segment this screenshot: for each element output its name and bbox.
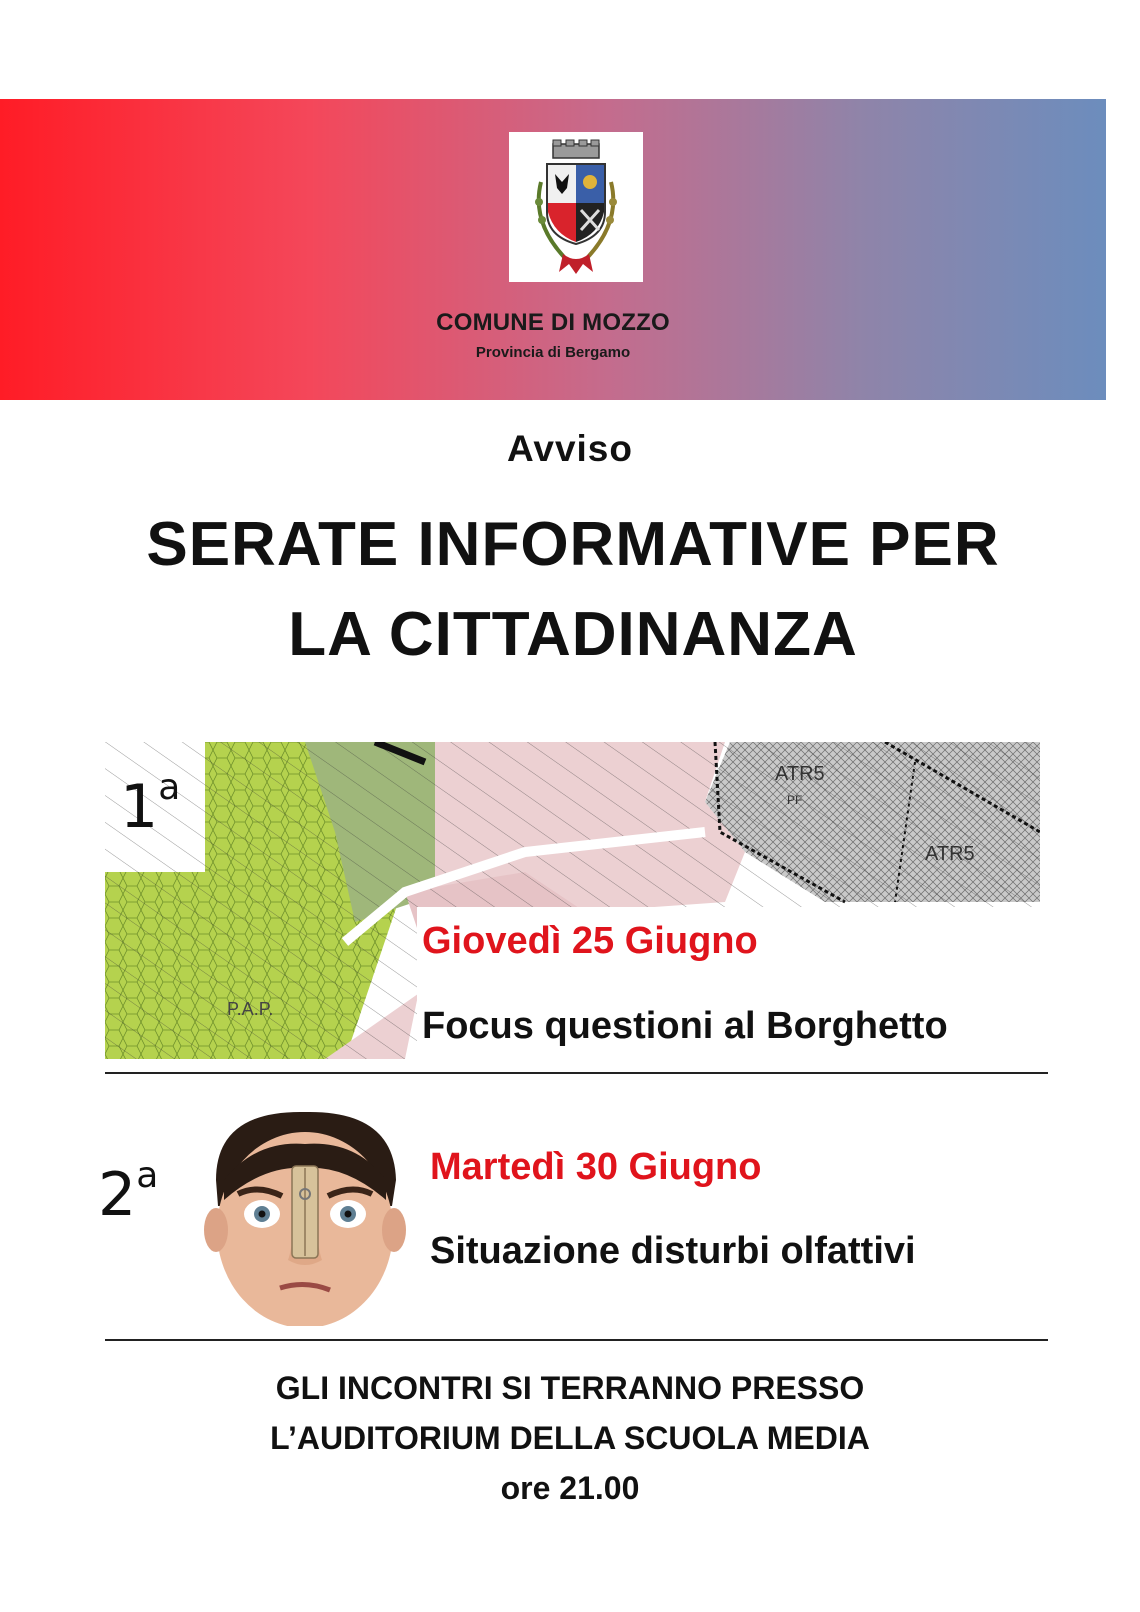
notice-label: Avviso — [507, 428, 633, 469]
event-1-topic: Focus questioni al Borghetto — [422, 1005, 948, 1047]
map-label-pap: P.A.P. — [227, 999, 274, 1019]
event-1-number: 1$^a$ — [120, 767, 181, 842]
event-2-date: Martedì 30 Giugno — [430, 1146, 762, 1188]
footer-line-1: GLI INCONTRI SI TERRANNO PRESSO — [275, 1370, 865, 1406]
divider-2 — [105, 1339, 1048, 1341]
provincia-name: Provincia di Bergamo — [475, 344, 631, 361]
map-label-atr5-a: ATR5 — [775, 763, 825, 785]
comune-name: COMUNE DI MOZZO — [436, 309, 670, 336]
page-title — [40, 500, 1106, 680]
event-1-date: Giovedì 25 Giugno — [422, 920, 758, 962]
footer-time: ore 21.00 — [500, 1470, 640, 1506]
event-2-number: 2$^a$ — [98, 1155, 159, 1230]
event-2-topic: Situazione disturbi olfattivi — [430, 1230, 916, 1272]
title-line-2: LA CITTADINANZA — [288, 600, 858, 669]
title-line-1: SERATE INFORMATIVE PER — [146, 510, 1000, 579]
divider-1 — [105, 1072, 1048, 1074]
footer-line-2: L’AUDITORIUM DELLA SCUOLA MEDIA — [270, 1420, 870, 1456]
map-label-pf: PF — [787, 793, 803, 807]
header-banner — [0, 99, 1106, 400]
man-clothespin-image — [196, 1110, 414, 1326]
map-label-atr5-b: ATR5 — [925, 843, 975, 865]
coat-of-arms-icon — [509, 132, 643, 282]
